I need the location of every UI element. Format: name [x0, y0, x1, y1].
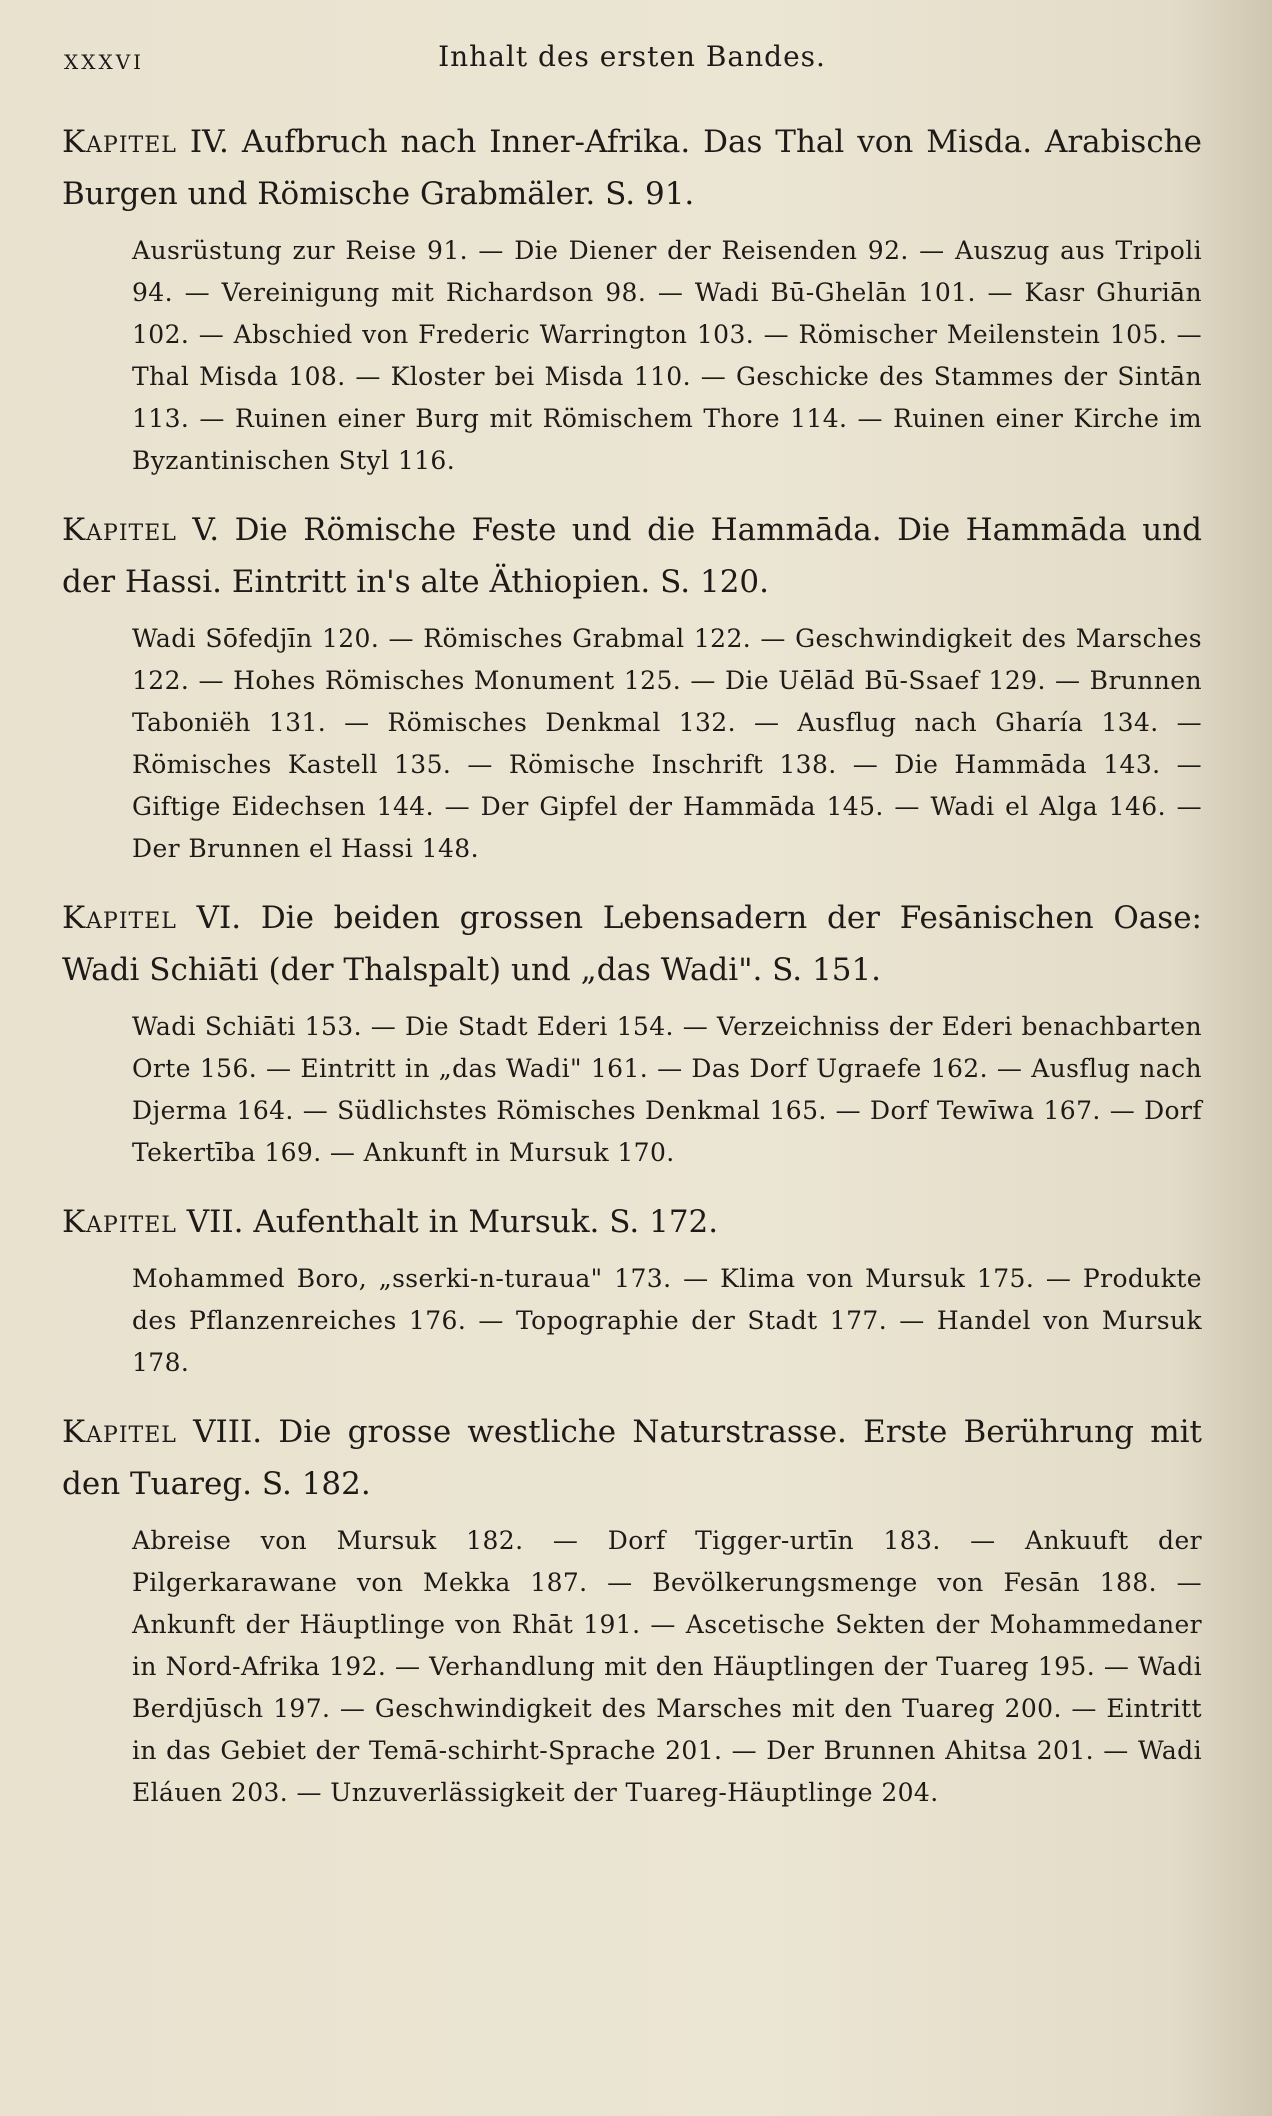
chapter-summary: Wadi Sōfedjīn 120. — Römisches Grabmal 122. — Geschwindigkeit des Marsches 122. — Hohes Römisches Monument 125. — Die Uēlād Bū-Ssaef 129. — Brunnen Taboniëh 131. — Römisches Denkmal 132. — Ausflug nach Gharía 134. — Römisches Kastell 135. — Römische Inschrift 138. — Die Hammāda 143. — Giftige Eidechsen 144. — Der Gipfel der Hammāda 145. — Wadi el Alga 146. — Der Brunnen el Hassi 148. [132, 624, 1202, 863]
chapter-page-ref: S. 182. [261, 1466, 371, 1502]
chapter-title: Aufbruch nach Inner-Afrika. Das Thal von Misda. Arabische Burgen und Römische Grabmäler. [62, 124, 1202, 212]
chapter-heading [62, 504, 1202, 608]
chapter-label: Kapitel [62, 1204, 177, 1240]
chapter-number: IV. [189, 124, 229, 160]
chapter-heading [62, 1406, 1202, 1510]
chapter-title: Die Römische Feste und die Hammāda. Die Hammāda und der Hassi. Eintritt in's alte Äthiopien. [62, 512, 1202, 600]
chapter-viii [62, 1406, 1202, 1814]
chapter-label: Kapitel [62, 124, 177, 160]
chapter-page-ref: S. 172. [609, 1204, 719, 1240]
chapter-number: VI. [196, 900, 242, 936]
chapter-heading [62, 892, 1202, 996]
chapter-title: Die grosse westliche Naturstrasse. Erste Berührung mit den Tuareg. [62, 1414, 1202, 1502]
chapter-label: Kapitel [62, 1414, 177, 1450]
page-number: XXXVI [64, 50, 145, 74]
chapter-summary: Ausrüstung zur Reise 91. — Die Diener der Reisenden 92. — Auszug aus Tripoli 94. — Vereinigung mit Richardson 98. — Wadi Bū-Ghelān 101. — Kasr Ghuriān 102. — Abschied von Frederic Warrington 103. — Römischer Meilenstein 105. — Thal Misda 108. — Kloster bei Misda 110. — Geschicke des Stammes der Sintān 113. — Ruinen einer Burg mit Römischem Thore 114. — Ruinen einer Kirche im Byzantinischen Styl 116. [132, 236, 1202, 475]
chapter-label: Kapitel [62, 512, 177, 548]
chapter-heading [62, 1196, 1202, 1248]
chapter-vii [62, 1196, 1202, 1384]
running-title: Inhalt des ersten Bandes. [438, 40, 826, 73]
chapter-number: VII. [186, 1204, 244, 1240]
chapter-number: VIII. [193, 1414, 263, 1450]
chapter-number: V. [192, 512, 220, 548]
chapter-title: Aufenthalt in Mursuk. [253, 1204, 600, 1240]
chapter-page-ref: S. 120. [660, 564, 770, 600]
chapter-vi [62, 892, 1202, 1174]
chapter-summary: Wadi Schiāti 153. — Die Stadt Ederi 154. — Verzeichniss der Ederi benachbarten Orte 156. — Eintritt in „das Wadi" 161. — Das Dorf Ugraefe 162. — Ausflug nach Djerma 164. — Südlichstes Römisches Denkmal 165. — Dorf Tewīwa 167. — Dorf Tekertība 169. — Ankunft in Mursuk 170. [132, 1012, 1202, 1167]
chapter-summary: Abreise von Mursuk 182. — Dorf Tigger-urtīn 183. — Ankuuft der Pilgerkarawane von Mekka 187. — Bevölkerungsmenge von Fesān 188. — Ankunft der Häuptlinge von Rhāt 191. — Ascetische Sekten der Mohammedaner in Nord-Afrika 192. — Verhandlung mit den Häuptlingen der Tuareg 195. — Wadi Berdjūsch 197. — Geschwindigkeit des Marsches mit den Tuareg 200. — Eintritt in das Gebiet der Temā-schirht-Sprache 201. — Der Brunnen Ahitsa 201. — Wadi Eláuen 203. — Unzuverlässigkeit der Tuareg-Häuptlinge 204. [132, 1526, 1202, 1807]
chapter-iv [62, 116, 1202, 482]
chapter-heading [62, 116, 1202, 220]
chapter-v [62, 504, 1202, 870]
chapter-summary: Mohammed Boro, „sserki-n-turaua" 173. — Klima von Mursuk 175. — Produkte des Pflanzenreiches 176. — Topographie der Stadt 177. — Handel von Mursuk 178. [132, 1264, 1202, 1377]
chapter-label: Kapitel [62, 900, 177, 936]
chapter-title: Die beiden grossen Lebensadern der Fesānischen Oase: Wadi Schiāti (der Thalspalt) und „das Wadi". [62, 900, 1202, 988]
chapter-page-ref: S. 91. [605, 176, 695, 212]
chapter-page-ref: S. 151. [772, 952, 882, 988]
running-head [62, 34, 1202, 94]
